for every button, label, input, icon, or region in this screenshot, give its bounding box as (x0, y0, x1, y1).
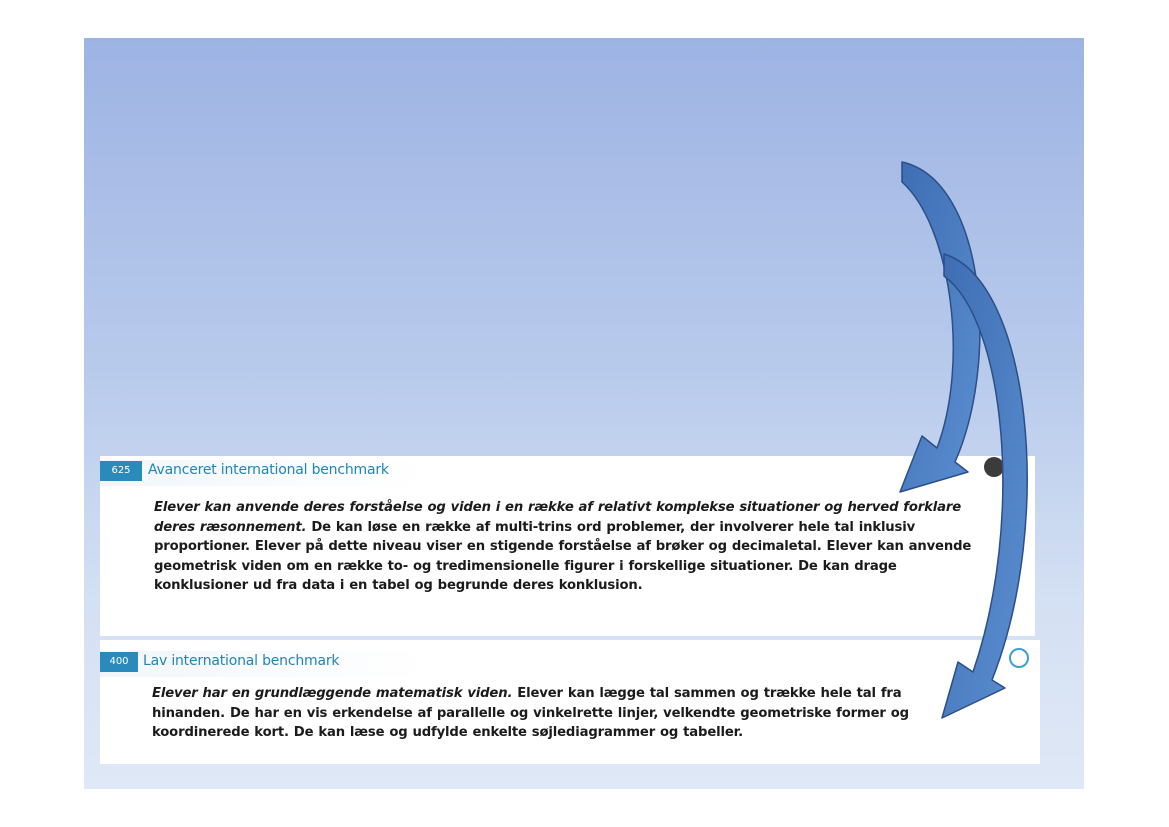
description-lead: Elever har en grundlæggende matematisk viden. (152, 686, 513, 701)
description-lead: Elever kan anvende deres forståelse og viden i en række af relativt komplekse situationer og herved forklare deres ræsonnement. (154, 500, 962, 535)
benchmark-heading: Lav international benchmark (143, 653, 340, 669)
score-badge: 625 (100, 461, 142, 481)
curved-arrow-icon (900, 162, 980, 492)
benchmark-heading: Avanceret international benchmark (148, 462, 389, 478)
score-badge: 400 (100, 652, 138, 672)
description-body: De kan løse en række af multi-trins ord problemer, der involverer hele tal inklusiv proportioner. Elever på dette niveau viser en stigende forståelse af brøker og decimaletal. Elever kan anvende geometrisk viden om en række to- og tredimensionelle figurer i forskellige situationer. De kan drage konklusioner ud fra data i en tabel og begrunde deres konklusion. (154, 519, 972, 593)
description-body: Elever kan lægge tal sammen og trække hele tal fra hinanden. De har en vis erkendelse af parallelle og vinkelrette linjer, velkendte geometriske former og koordinerede kort. De kan læse og udfylde enkelte søjlediagrammer og tabeller. (152, 686, 909, 740)
